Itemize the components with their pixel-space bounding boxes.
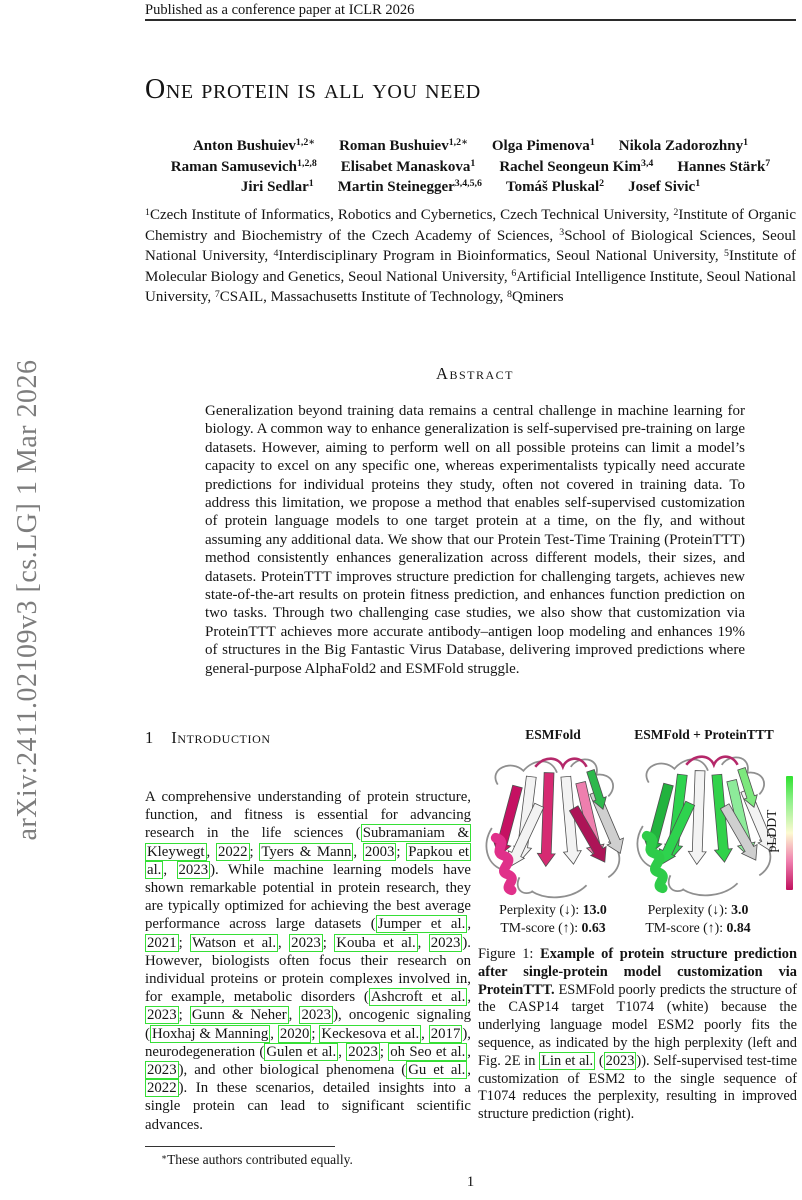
arxiv-identifier: arXiv:2411.02109v3 [cs.LG] 1 Mar 2026	[12, 359, 43, 841]
citation-link[interactable]: 2020	[279, 1025, 310, 1042]
tm-score-line: TM-score (↑): 0.84	[645, 920, 751, 935]
footnote-rule	[145, 1146, 335, 1147]
author-row: Anton Bushuiev$^{1,2∗}$ Roman Bushuiev$^{1,2∗}$ Olga Pimenova$^1$ Nikola Zadorozhny$^1$	[192, 137, 749, 154]
citation-link[interactable]: 2023	[301, 1007, 332, 1024]
citation-link[interactable]: Gu et al.	[408, 1062, 466, 1079]
citation-link[interactable]: Papkou et al.	[147, 843, 469, 878]
conference-header: Published as a conference paper at ICLR 2026	[145, 2, 415, 18]
protein-ribbon-esmfold-proteinttt	[631, 748, 779, 903]
citation-link[interactable]: 2023	[348, 1043, 378, 1060]
citation-link[interactable]: oh Seo et al.	[390, 1043, 466, 1060]
citation-link[interactable]: Gulen et al.	[266, 1043, 337, 1060]
citation-link[interactable]: Keckesova et al.	[321, 1025, 420, 1042]
plddt-colorbar-label: pLDDT	[764, 809, 779, 853]
citation-link[interactable]: Tyers & Mann	[261, 843, 352, 860]
citation-link[interactable]: 2023	[147, 1062, 177, 1079]
citation-link[interactable]: 2022	[147, 1080, 177, 1097]
introduction-paragraph: A comprehensive understanding of protein structure, function, and fitness is essential for advancing research in the life sciences ( Subramaniam & Kleywegt , 2022 ; Tyers & Mann , 2003 ; Papkou et al. , 2023 ). While machine learning models have shown remarkable potential in protein research, they are typically optimized for achieving the best average performance across large datasets ( Jumper et al. , 2021 ; Watson et al. , 2023 ; Kouba et al. , 2023 ). However, biologists often focus their research on individual proteins or protein complexes involved in, for example, metabolic disorders ( Ashcroft et al. , 2023 ; Gunn & Neher , 2023 ), oncogenic signaling ( Hoxhaj & Manning , 2020 ; Keckesova et al. , 2017 ), neurodegeneration ( Gulen et al. , 2023 ; oh Seo et al. , 2023 ), and other biological phenomena ( Gu et al. , 2022 ). In these scenarios, detailed insights into a single protein can lead to significant scientific advances.	[145, 789, 472, 1133]
perplexity-line: Perplexity (↓): 3.0	[647, 902, 749, 917]
citation-link[interactable]: 2003	[364, 843, 395, 860]
figure-label-esmfold: ESMFold	[525, 727, 581, 742]
citation-link[interactable]: 2023	[291, 934, 321, 951]
figure-label-esmfold-proteinttt: ESMFold + ProteinTTT	[634, 727, 774, 742]
page-number: 1	[466, 1174, 475, 1190]
citation-link[interactable]: 2023	[178, 861, 209, 878]
metrics-esmfold-proteinttt	[618, 901, 778, 937]
citation-link[interactable]: 2017	[430, 1025, 461, 1042]
abstract-text: Generalization beyond training data remains a central challenge in machine learning for biology. A common way to enhance generalization is self-supervised pre-training on large datasets. However, aiming to perform well on all possible proteins can limit a model’s capacity to excel on any specific one, whereas experimentalists typically need accurate predictions for individual proteins they study, often not covered in training data. To address this limitation, we propose a method that enables self-supervised customization of protein language models to one target protein at a time, on the fly, and without assuming any additional data. We show that our Protein Test-Time Training (ProteinTTT) method consistently enhances generalization across different models, their sizes, and datasets. ProteinTTT improves structure prediction for challenging targets, achieves new state-of-the-art results on protein fitness prediction, and enhances function prediction on two tasks. Through two challenging case studies, we also show that customization via ProteinTTT achieves more accurate antibody–antigen loop modeling and enhances 19% of structures in the Big Fantastic Virus Database, delivering improved predictions where general-purpose AlphaFold2 and ESMFold struggle.	[205, 403, 745, 677]
section-number: 1	[145, 728, 154, 747]
citation-link[interactable]: Watson et al.	[192, 934, 277, 951]
figure-caption: Figure 1: Example of protein structure prediction after single-protein model customization via ProteinTTT. ESMFold poorly predicts the structure of the CASP14 target T1074 (white) because the underlying language model ESM2 poorly fits the sequence, as indicated by the high perplexity (left and Fig. 2E in Lin et al. ( 2023 )). Self-supervised test-time customization of ESM2 to the single sequence of T1074 reduces the perplexity, resulting in improved structure prediction (right).	[478, 946, 797, 1123]
section-title: Introduction	[171, 728, 271, 747]
citation-link[interactable]: Ashcroft et al.	[370, 989, 466, 1006]
protein-ribbon-esmfold	[480, 750, 628, 905]
affiliations: $^1$Czech Institute of Informatics, Robotics and Cybernetics, Czech Technical University, $^2$Institute of Organic Chemistry and Biochemistry of the Czech Academy of Sciences, $^3$School of Biological Sciences, Seoul National University, $^4$Interdisciplinary Program in Bioinformatics, Seoul National University, $^5$Institute of Molecular Biology and Genetics, Seoul National University, $^6$Artificial Intelligence Institute, Seoul National University, $^7$CSAIL, Massachusetts Institute of Technology, $^8$Qminers	[145, 206, 796, 306]
citation-link[interactable]: Lin et al.	[541, 1052, 594, 1069]
metrics-esmfold	[478, 901, 628, 937]
plddt-colorbar	[786, 776, 793, 890]
citation-link[interactable]: 2023	[430, 934, 461, 951]
section-heading-introduction	[145, 728, 271, 748]
tm-score-line: TM-score (↑): 0.63	[500, 920, 606, 935]
citation-link[interactable]: Jumper et al.	[377, 916, 466, 933]
author-block	[145, 137, 796, 199]
header-rule	[145, 19, 796, 21]
citation-link[interactable]: 2023	[147, 1007, 177, 1024]
citation-link[interactable]: Kouba et al.	[336, 934, 416, 951]
citation-link[interactable]: 2022	[217, 843, 248, 860]
citation-link[interactable]: 2021	[147, 934, 177, 951]
footnote: ∗These authors contributed equally.	[161, 1152, 353, 1167]
author-row: Jiri Sedlar$^1$ Martin Steinegger$^{3,4,5,6}$ Tomáš Pluskal$^2$ Josef Sivic$^1$	[240, 178, 701, 195]
paper-title: One protein is all you need	[145, 74, 481, 105]
citation-link[interactable]: Hoxhaj & Manning	[151, 1025, 269, 1042]
perplexity-line: Perplexity (↓): 13.0	[499, 902, 607, 917]
author-row: Raman Samusevich$^{1,2,8}$ Elisabet Manaskova$^1$ Rachel Seongeun Kim$^{3,4}$ Hannes Stärk$^7$	[170, 157, 771, 175]
citation-link[interactable]: Subramaniam & Kleywegt	[147, 825, 469, 860]
citation-link[interactable]: Gunn & Neher	[191, 1007, 287, 1024]
citation-link[interactable]: 2023	[605, 1052, 635, 1069]
abstract-heading: Abstract	[436, 364, 514, 383]
